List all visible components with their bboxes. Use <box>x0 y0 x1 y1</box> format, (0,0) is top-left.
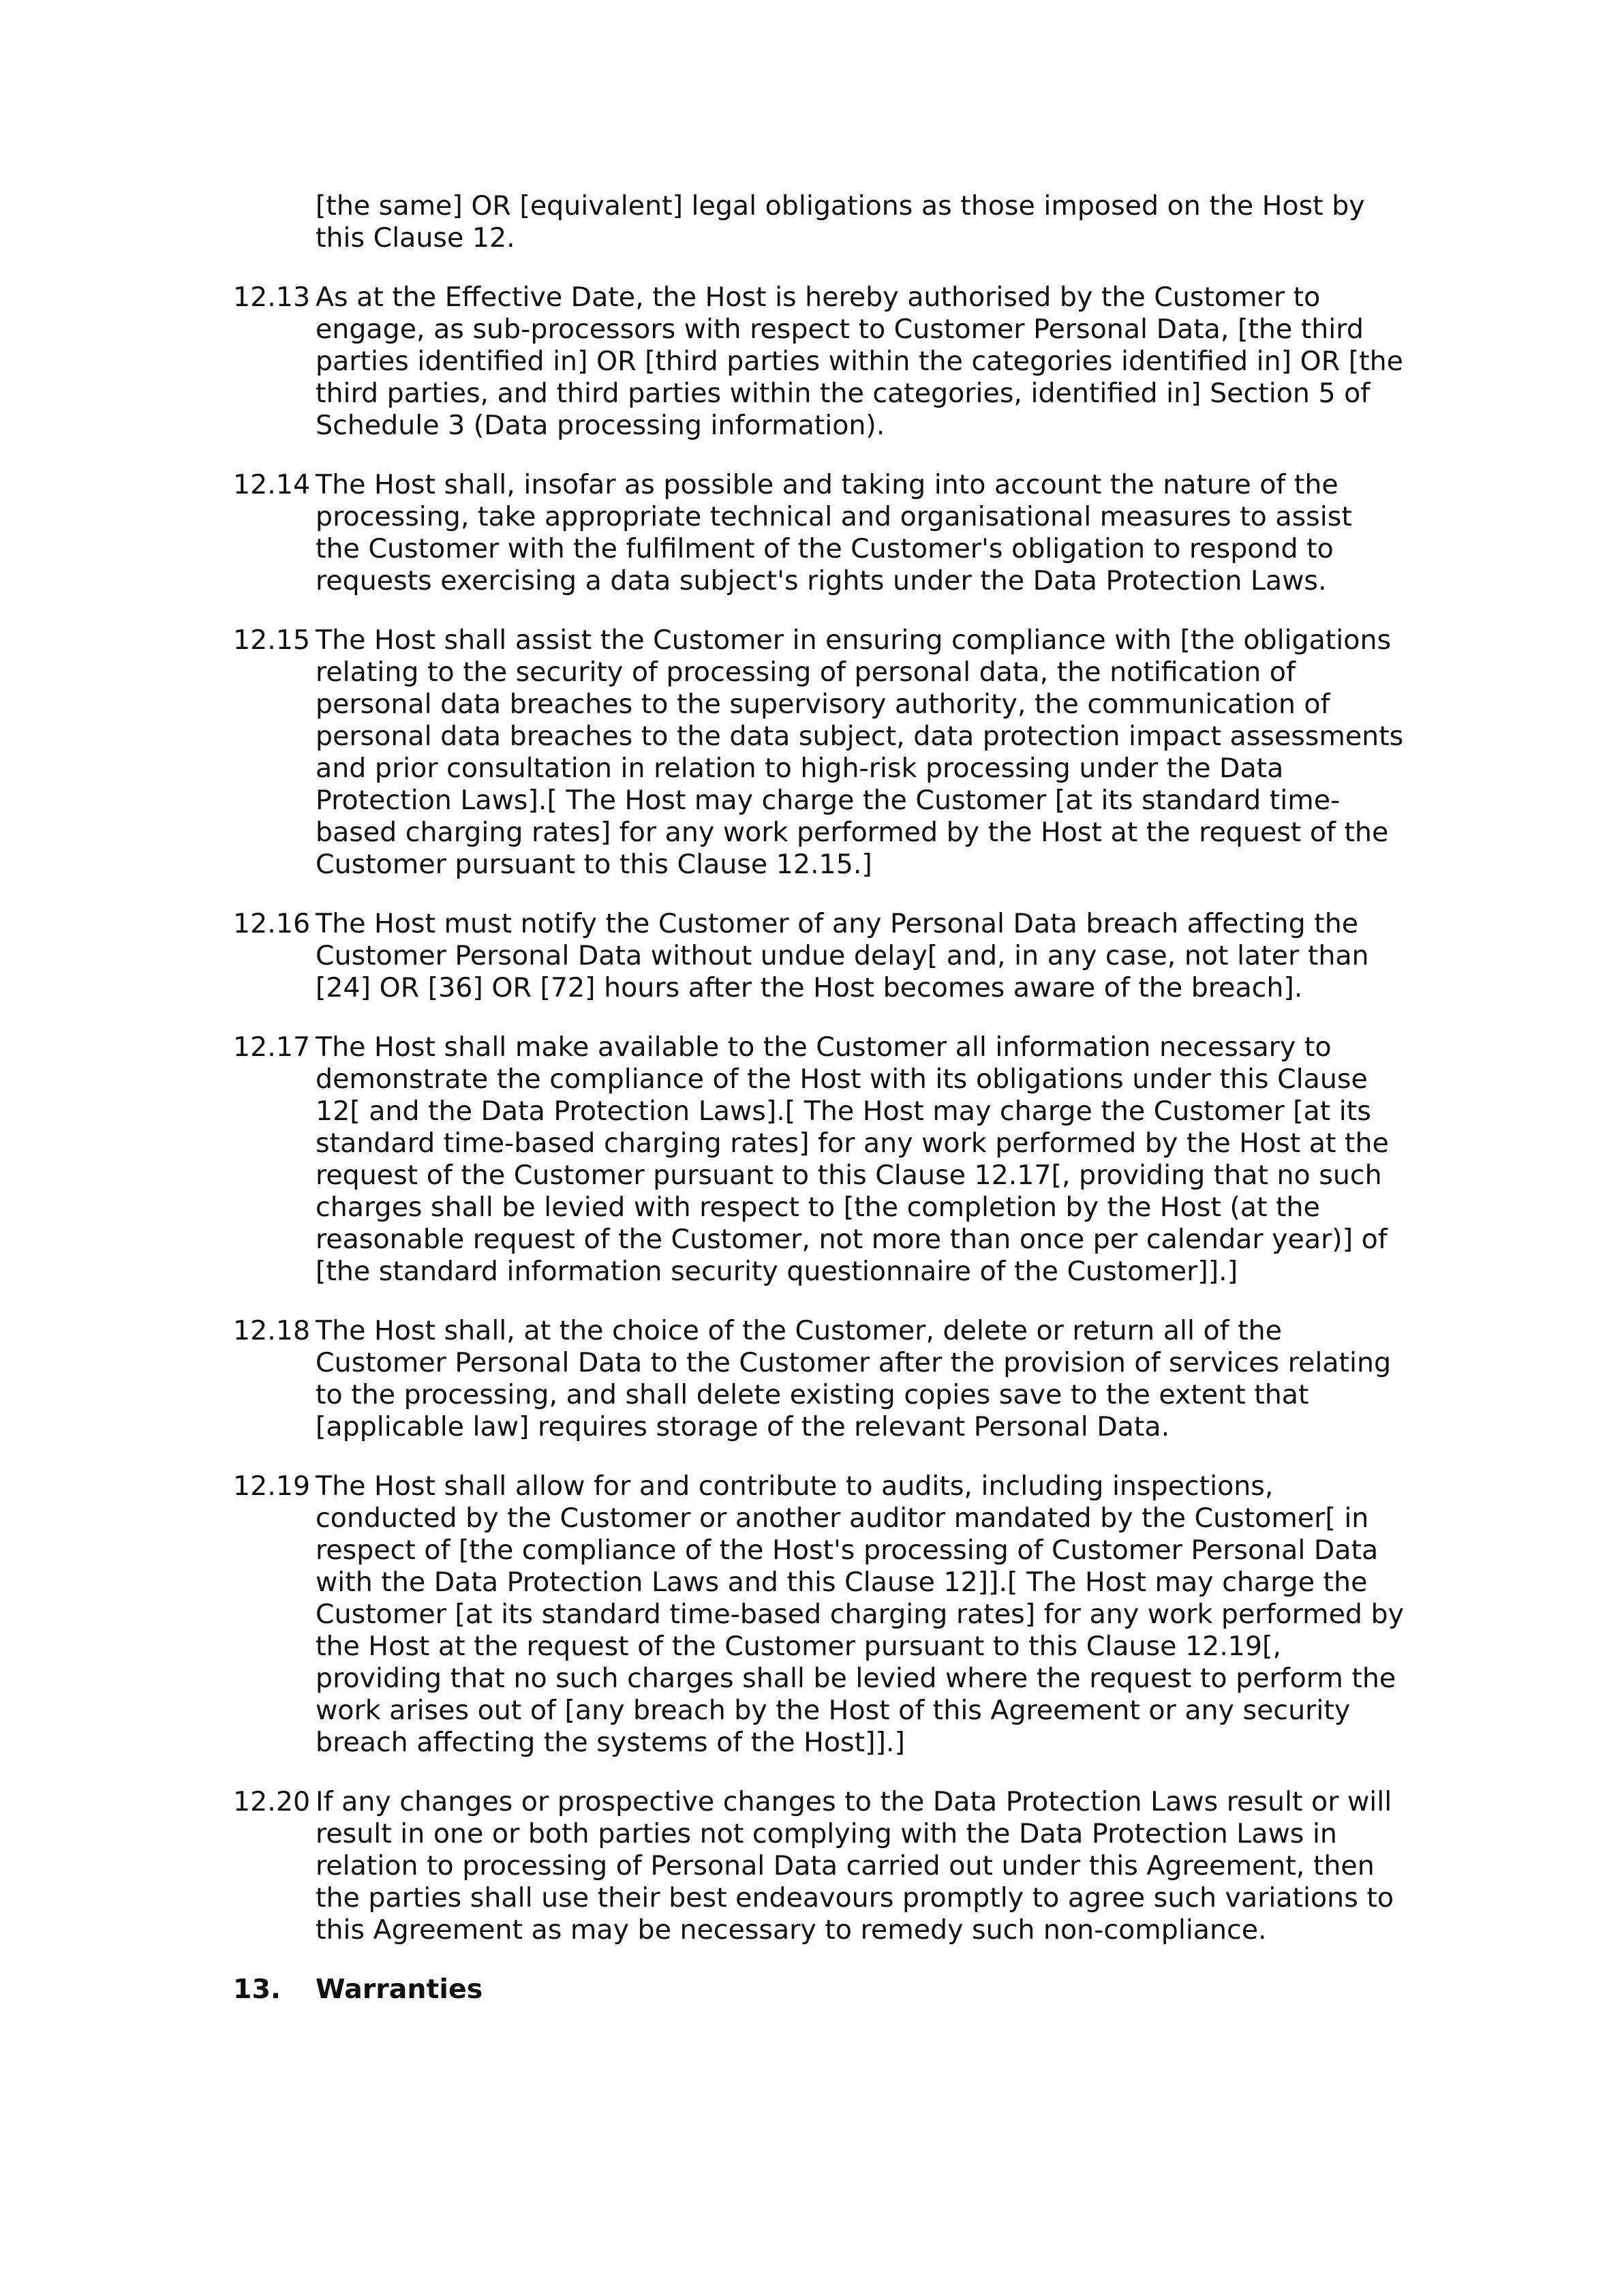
clause-number: 12.14 <box>233 469 311 500</box>
clause-text: The Host shall, insofar as possible and taking into account the nature of the processing, take appropriate technical and organisational measures to assist the Customer with the fulfilment of the Customer's obligation to respond to requests exercising a data subject's rights under the Data Protection Laws. <box>316 469 1352 596</box>
clause-number: 12.15 <box>233 624 311 656</box>
section-heading-warranties <box>233 1974 1404 2006</box>
clause-text: As at the Effective Date, the Host is hereby authorised by the Customer to engage, as sub-processors with respect to Customer Personal Data, [the third parties identified in] OR [third parties within the categories identified in] OR [the third parties, and third parties within the categories, identified in] Section 5 of Schedule 3 (Data processing information). <box>316 282 1403 441</box>
clause-12-16 <box>233 908 1404 1004</box>
document-body <box>233 190 1404 2006</box>
clause-12-20 <box>233 1786 1404 1946</box>
clause-text: The Host must notify the Customer of any Personal Data breach affecting the Customer Personal Data without undue delay[ and, in any case, not later than [24] OR [36] OR [72] hours after the Host becomes aware of the breach]. <box>316 908 1369 1003</box>
section-number: 13. <box>233 1974 281 2005</box>
clause-text: The Host shall allow for and contribute to audits, including inspections, conducted by the Customer or another auditor mandated by the Customer[ in respect of [the compliance of the Host's processing of Customer Personal Data with the Data Protection Laws and this Clause 12]].[ The Host may charge the Customer [at its standard time-based charging rates] for any work performed by the Host at the request of the Customer pursuant to this Clause 12.19[, providing that no such charges shall be levied where the request to perform the work arises out of [any breach by the Host of this Agreement or any security breach affecting the systems of the Host]].] <box>316 1470 1404 1758</box>
clause-12-13 <box>233 282 1404 442</box>
clause-number: 12.13 <box>233 282 311 313</box>
clause-number: 12.19 <box>233 1470 311 1502</box>
clause-number: 12.18 <box>233 1315 311 1346</box>
clause-number: 12.20 <box>233 1786 311 1817</box>
clause-text: The Host shall make available to the Customer all information necessary to demonstrate the compliance of the Host with its obligations under this Clause 12[ and the Data Protection Laws].[ The Host may charge the Customer [at its standard time-based charging rates] for any work performed by the Host at the request of the Customer pursuant to this Clause 12.17[, providing that no such charges shall be levied with respect to [the completion by the Host (at the reasonable request of the Customer, not more than once per calendar year)] of [the standard information security questionnaire of the Customer]].] <box>316 1031 1389 1287</box>
clause-12-18 <box>233 1315 1404 1443</box>
clause-text: The Host shall assist the Customer in ensuring compliance with [the obligations relating to the security of processing of personal data, the notification of personal data breaches to the supervisory authority, the communication of personal data breaches to the data subject, data protection impact assessments and prior consultation in relation to high-risk processing under the Data Protection Laws].[ The Host may charge the Customer [at its standard time-based charging rates] for any work performed by the Host at the request of the Customer pursuant to this Clause 12.15.] <box>316 624 1404 880</box>
clause-12-15 <box>233 624 1404 881</box>
clause-text: If any changes or prospective changes to the Data Protection Laws result or will result in one or both parties not complying with the Data Protection Laws in relation to processing of Personal Data carried out under this Agreement, then the parties shall use their best endeavours promptly to agree such variations to this Agreement as may be necessary to remedy such non-compliance. <box>316 1786 1394 1946</box>
section-title: Warranties <box>316 1974 483 2005</box>
clause-continuation: [the same] OR [equivalent] legal obligations as those imposed on the Host by this Clause 12. <box>316 190 1365 254</box>
clause-12-19 <box>233 1470 1404 1759</box>
clause-text: The Host shall, at the choice of the Customer, delete or return all of the Customer Personal Data to the Customer after the provision of services relating to the processing, and shall delete existing copies save to the extent that [applicable law] requires storage of the relevant Personal Data. <box>316 1315 1392 1442</box>
clause-number: 12.16 <box>233 908 311 939</box>
clause-12-14 <box>233 469 1404 597</box>
clause-12-17 <box>233 1031 1404 1288</box>
clause-number: 12.17 <box>233 1031 311 1063</box>
